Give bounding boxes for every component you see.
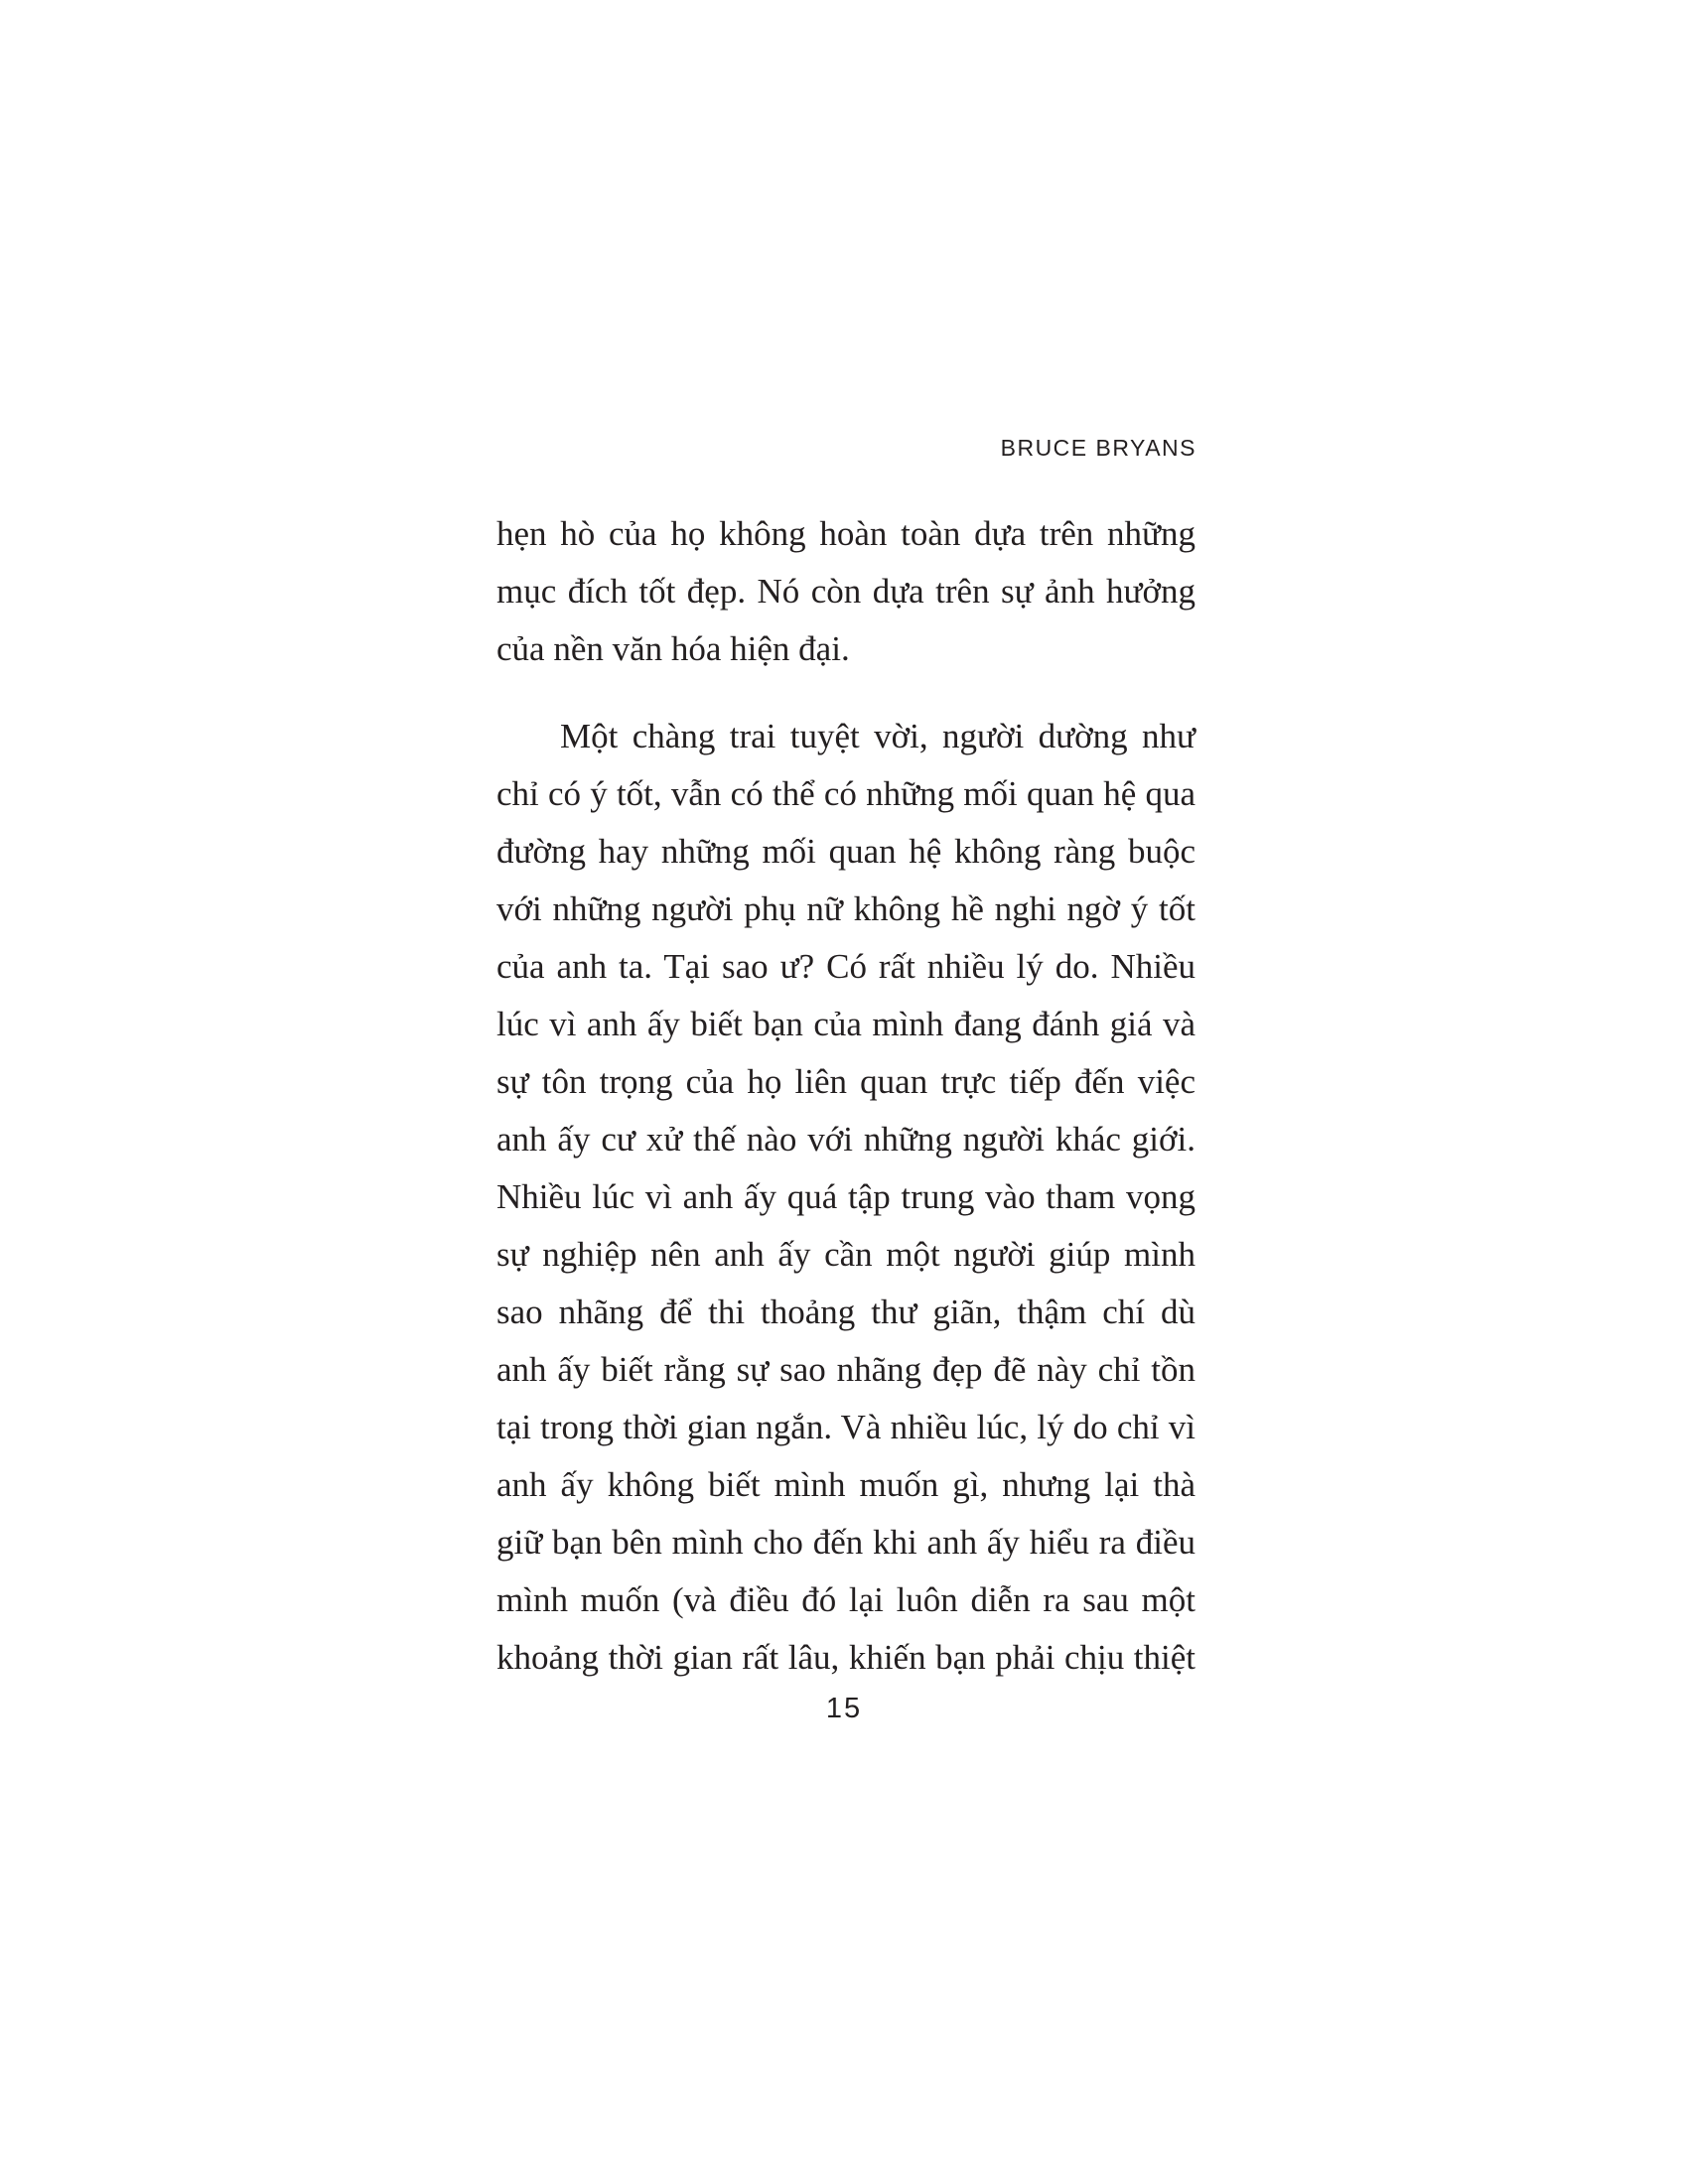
text-line: sự tôn trọng của họ liên quan trực tiếp đến việc [496, 1062, 1196, 1101]
text-line: sự nghiệp nên anh ấy cần một người giúp mình [496, 1235, 1196, 1274]
text-line: hẹn hò của họ không hoàn toàn dựa trên những [496, 514, 1196, 553]
text-line: sao nhãng để thi thoảng thư giãn, thậm chí dù [496, 1293, 1196, 1331]
paragraph-spacing [496, 678, 1196, 708]
text-line: Một chàng trai tuyệt vời, người dường như [560, 717, 1196, 755]
text-line: tại trong thời gian ngắn. Và nhiều lúc, lý do chỉ vì [496, 1408, 1196, 1446]
text-line: mình muốn (và điều đó lại luôn diễn ra sau một [496, 1580, 1196, 1619]
running-header: BRUCE BRYANS [1000, 435, 1196, 461]
text-line: anh ấy cư xử thế nào với những người khác giới. [496, 1120, 1196, 1159]
text-line: của nền văn hóa hiện đại. [496, 629, 850, 668]
text-line: giữ bạn bên mình cho đến khi anh ấy hiểu ra điều [496, 1523, 1196, 1562]
paragraph [496, 708, 1196, 1687]
text-line: anh ấy không biết mình muốn gì, nhưng lại thà [496, 1465, 1196, 1504]
page-number: 15 [825, 1693, 863, 1724]
text-line: chỉ có ý tốt, vẫn có thể có những mối quan hệ qua [496, 774, 1196, 813]
text-line: khoảng thời gian rất lâu, khiến bạn phải chịu thiệt [496, 1638, 1196, 1677]
text-line: của anh ta. Tại sao ư? Có rất nhiều lý do. Nhiều [496, 947, 1196, 986]
text-line: mục đích tốt đẹp. Nó còn dựa trên sự ảnh hưởng [496, 572, 1196, 611]
body-text [496, 505, 1196, 1687]
text-line: đường hay những mối quan hệ không ràng buộc [496, 832, 1196, 871]
text-line: anh ấy biết rằng sự sao nhãng đẹp đẽ này chỉ tồn [496, 1350, 1196, 1389]
paragraph [496, 505, 1196, 678]
text-line: với những người phụ nữ không hề nghi ngờ ý tốt [496, 889, 1196, 928]
text-line: Nhiều lúc vì anh ấy quá tập trung vào tham vọng [496, 1177, 1196, 1216]
text-line: lúc vì anh ấy biết bạn của mình đang đánh giá và [496, 1005, 1196, 1043]
